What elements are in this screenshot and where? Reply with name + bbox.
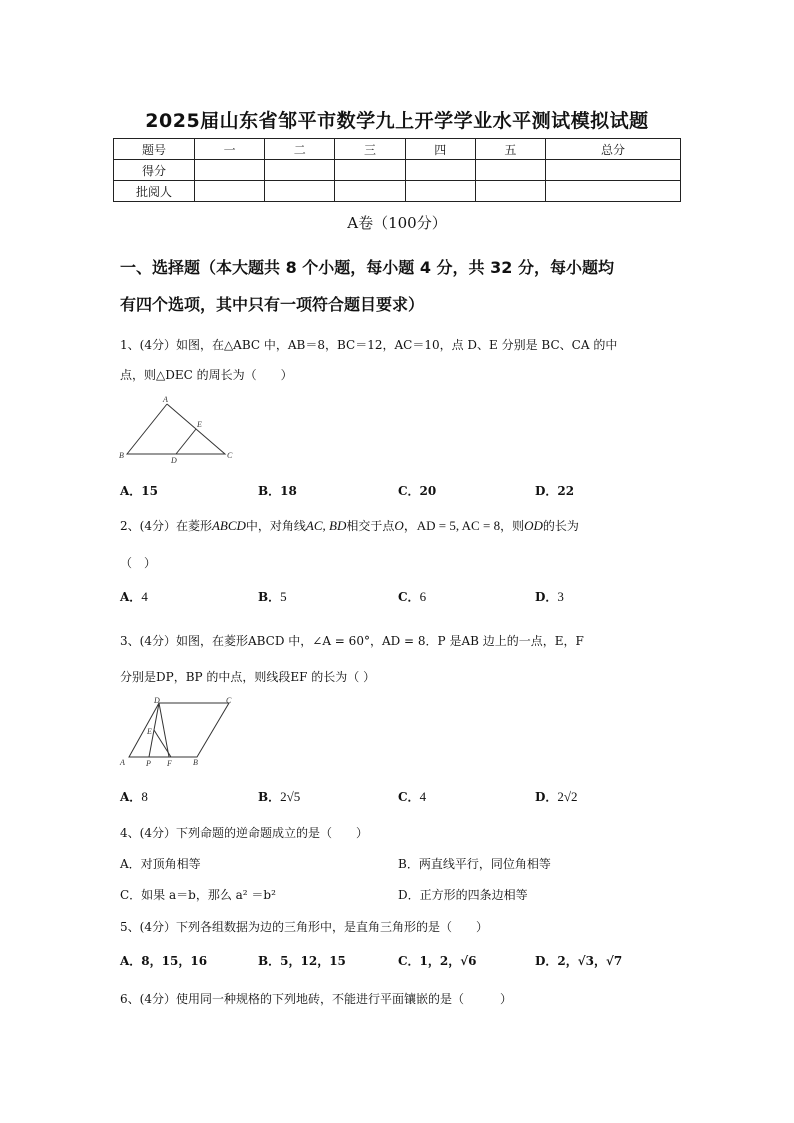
q2-math: OD [524,518,543,533]
q2-stem-line2: （ ） [120,556,157,570]
label-a: A [120,758,125,767]
label-a: A [163,395,168,404]
q1-option-b[interactable]: B．18 [258,484,297,498]
score-table-cell: 总分 [546,139,681,160]
triangle-abc [127,404,225,454]
q3-option-c[interactable] [398,788,426,805]
option-value: 3 [557,589,564,604]
score-table-cell: 题号 [114,139,195,160]
option-value: 2√2 [557,789,578,804]
q2-stem-line1 [120,515,579,534]
q2-text: 相交于点 [346,519,395,533]
option-letter: D． [535,790,558,804]
q1-option-a[interactable]: A．15 [120,484,159,498]
option-value: 2√5 [280,789,301,804]
label-c: C [227,451,233,460]
q2-option-d[interactable] [535,588,564,605]
q2-text: ，则 [500,519,525,533]
q4-option-d[interactable]: D．正方形的四条边相等 [398,888,528,902]
q3-option-b[interactable] [258,788,300,805]
q2-math: ABCD [211,518,246,533]
option-value: 4 [419,789,427,804]
label-c: C [226,696,232,705]
score-input-cell[interactable] [475,160,545,181]
score-table-cell: 二 [265,139,335,160]
score-input-cell[interactable] [546,160,681,181]
q5-option-c[interactable]: C．1，2，√6 [398,954,477,968]
q2-math: ，AD = 5, AC = 8 [403,518,501,533]
label-b: B [193,758,198,767]
q2-math: AC, BD [305,518,347,533]
option-value: 6 [419,589,427,604]
option-letter: C． [398,790,420,804]
q1-stem-line2: 点，则△DEC 的周长为（ ） [120,368,293,382]
section-a-heading: A卷（100分） [347,214,447,232]
score-table-header-row [114,139,681,160]
segment-ef [154,730,171,757]
q1-option-d[interactable]: D．22 [535,484,575,498]
score-input-cell[interactable] [335,160,405,181]
option-value: 5 [280,589,287,604]
grader-input-cell[interactable] [475,181,545,202]
q2-option-c[interactable] [398,588,426,605]
score-input-cell[interactable] [265,160,335,181]
q1-stem-line1: 1、(4分）如图，在△ABC 中，AB＝8，BC＝12，AC＝10，点 D、E 分别是 BC、CA 的中 [120,338,618,352]
option-letter: D． [535,590,558,604]
segment-de [176,429,196,454]
segment-db [159,703,169,757]
q3-stem-line2: 分别是DP，BP 的中点，则线段EF 的长为（ ） [120,670,376,684]
score-table-row-label: 批阅人 [114,181,195,202]
section-one-heading-line2: 有四个选项，其中只有一项符合题目要求） [120,295,425,314]
score-table-row-label: 得分 [114,160,195,181]
score-table-cell: 一 [195,139,265,160]
label-p: P [146,759,151,768]
grader-input-cell[interactable] [265,181,335,202]
q2-option-b[interactable] [258,588,287,605]
label-d: D [171,456,177,465]
score-table-cell: 三 [335,139,405,160]
q3-stem-line1: 3、(4分）如图，在菱形ABCD 中，∠A = 60°，AD = 8．P 是AB 边上的一点，E，F [120,634,584,648]
grader-input-cell[interactable] [335,181,405,202]
q5-option-a[interactable]: A．8，15，16 [120,954,208,968]
option-value: 4 [141,589,148,604]
label-f: F [167,759,172,768]
grader-input-cell[interactable] [195,181,265,202]
score-input-cell[interactable] [195,160,265,181]
q3-option-a[interactable] [120,788,148,805]
score-table-cell: 五 [475,139,545,160]
exam-title: 2025届山东省邹平市数学九上开学学业水平测试模拟试题 [145,110,649,132]
q6-stem: 6、(4分）使用同一种规格的下列地砖，不能进行平面镶嵌的是（ ） [120,992,512,1006]
q5-stem: 5、(4分）下列各组数据为边的三角形中，是直角三角形的是（ ） [120,920,488,934]
score-table-row [114,160,681,181]
q1-option-c[interactable]: C．20 [398,484,437,498]
q5-option-b[interactable]: B．5，12，15 [258,954,346,968]
label-e: E [147,727,152,736]
section-one-heading-line1: 一、选择题（本大题共 8 个小题，每小题 4 分，共 32 分，每小题均 [120,258,614,277]
q1-triangle-figure [115,393,245,468]
q3-rhombus-figure [115,693,245,773]
option-letter: A． [120,790,142,804]
option-value: 8 [141,789,148,804]
q5-option-d[interactable]: D．2，√3，√7 [535,954,623,968]
option-letter: B． [258,590,281,604]
grader-input-cell[interactable] [405,181,475,202]
q2-math: O [394,518,404,533]
score-input-cell[interactable] [405,160,475,181]
q2-text: 中，对角线 [245,519,306,533]
q3-option-d[interactable] [535,788,578,805]
option-letter: A． [120,590,142,604]
option-letter: C． [398,590,420,604]
q2-text: 的长为 [542,519,579,533]
score-table [113,138,681,202]
grader-input-cell[interactable] [546,181,681,202]
score-table-cell: 四 [405,139,475,160]
q4-option-a[interactable]: A．对顶角相等 [120,857,201,871]
score-table-row [114,181,681,202]
q4-stem: 4、(4分）下列命题的逆命题成立的是（ ） [120,826,368,840]
label-e: E [197,420,202,429]
q4-option-b[interactable]: B．两直线平行，同位角相等 [398,857,551,871]
rhombus-abcd [129,703,229,757]
q4-option-c[interactable]: C．如果 a＝b，那么 a² ＝b² [120,888,276,902]
option-letter: B． [258,790,281,804]
label-d: D [154,696,160,705]
q2-option-a[interactable] [120,588,148,605]
q2-text: 2、(4分）在菱形 [120,519,212,533]
label-b: B [119,451,124,460]
